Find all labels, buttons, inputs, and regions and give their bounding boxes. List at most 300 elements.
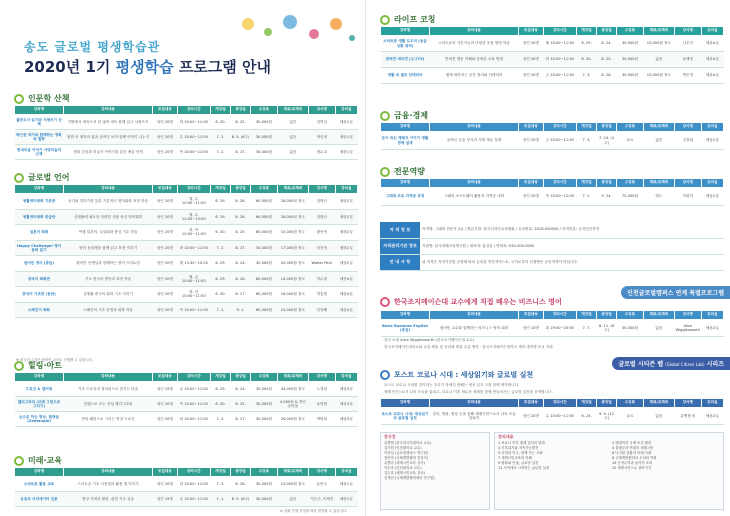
table-cell: 가방에서 애독도서 한 권씩 애독 함께 읽고 서평쓰기 (64, 115, 153, 130)
course-name-cell: 중국어 회화반 (15, 271, 64, 287)
table-cell: 월, 수 10:00~11:50 (177, 194, 210, 210)
table-cell: 20,000원 정도 (277, 256, 308, 272)
course-name-cell: 박근완 작가와 함께하는 영화 속 철학 (15, 130, 64, 145)
table-cell: 윤영범 (308, 397, 335, 412)
table-row (381, 52, 724, 68)
column-header: 강좌명 (381, 179, 430, 188)
lecture-item: 8 국제개발협력과 우리의 역할 (612, 455, 657, 460)
table-cell: 7. 3. (210, 477, 230, 492)
table-cell: 8. 27. (231, 240, 251, 256)
table-cell: 8. 24. (231, 382, 251, 397)
table-row (15, 194, 358, 210)
speakers-panel (380, 432, 490, 510)
column-header: 강좌명 (381, 27, 430, 36)
title-prefix: 2020년 1기 (24, 58, 116, 76)
license-label: 자격관리기관 정보 (380, 238, 420, 254)
table-cell: 노경희 (308, 382, 335, 397)
table-cell: 반려견 행동 이해와 올바른 교육 방법 (430, 52, 519, 68)
table-cell: 60,000원 (251, 287, 278, 303)
table-cell: 15,000원 정도 (277, 225, 308, 241)
table-cell: 30,000원 (251, 477, 278, 492)
table-cell: 강연실 (308, 115, 335, 130)
table-cell: 6. 30. (210, 225, 230, 241)
lecture-item: 10 공정무역과 윤리적 소비 (612, 460, 653, 465)
table-cell: 성인 20명 (519, 68, 544, 84)
table-cell: 15,000원 정도 (277, 477, 308, 492)
table-cell: 8. 27. (231, 145, 251, 160)
table-row (15, 209, 358, 225)
table-cell: 성인 20명 (153, 240, 178, 256)
special-section-2-title: 포스트 코로나 시대 : 세상읽기와 글로벌 실천 (394, 371, 534, 379)
column-header: 강좌명 (15, 106, 64, 115)
speaker-item: 신재천 (국제개발협력센터 연구원) (384, 475, 435, 480)
column-header: 종강일 (597, 179, 617, 188)
column-header: 강의실 (701, 27, 723, 36)
program-table (380, 122, 724, 150)
table-cell: 16,000원 정도 (277, 287, 308, 303)
global-citizen-lab-ribbon (612, 357, 730, 370)
table-cell: 서진영 (308, 240, 335, 256)
table-cell: 배움4실 (701, 68, 723, 84)
table-cell: 배움2실 (701, 408, 723, 425)
table-cell: 그래픽 소프트웨어 활용과 자격증 대비 (430, 188, 519, 206)
section-bullet-icon (14, 361, 24, 371)
table-cell: 유연주 (308, 477, 335, 492)
table-cell: 9. 1. (231, 302, 251, 318)
table-row (15, 477, 358, 492)
column-header: 강사명 (674, 399, 701, 408)
table-cell: 여행 일본어, 일상회화 중심 기초 학습 (64, 225, 153, 241)
course-name-cell: 캘리그라피 (미래 그림으로 그리기) (15, 397, 64, 412)
table-cell: 화 10:00~11:50 (177, 115, 210, 130)
column-header: 강의시간 (543, 399, 576, 408)
table-cell: 10,000원 정도 (643, 36, 674, 52)
table-cell: 화 19:00~20:50 (543, 320, 576, 337)
table-cell: 화 10:00~11:50 (177, 412, 210, 427)
table-cell: 6. 30. (576, 52, 596, 68)
lecture-item: 6 디지털 전환과 미래 사회 (612, 450, 652, 455)
table-cell: 금 10:00~11:50 (543, 68, 576, 84)
section-heading (380, 14, 435, 25)
column-header: 강사명 (674, 123, 701, 132)
lectures-list (495, 441, 723, 471)
column-header: 강의실 (335, 468, 357, 477)
column-header: 개강일 (210, 106, 230, 115)
brochure-header (8, 10, 358, 75)
table-cell: 30,000원 (251, 382, 278, 397)
table-cell: 월 10:00~11:50 (543, 36, 576, 52)
column-header: 강사명 (308, 373, 335, 382)
table-cell: 성인 20명 (153, 130, 178, 145)
table-cell: 30,000원 (617, 36, 644, 52)
table-cell: 배움2실 (335, 240, 357, 256)
table-cell: 화, 목 10:00~11:50 (177, 225, 210, 241)
table-cell: 배움2실 (335, 256, 357, 272)
table-cell: 목 10:00~12:00 (543, 188, 576, 206)
column-header: 강의시간 (543, 311, 576, 320)
table-cell: 월, 수 10:00~11:50 (177, 271, 210, 287)
lecture-item: 5 난민과 이주, 함께 사는 사회 (498, 450, 543, 455)
table-cell: Walter Park (308, 256, 335, 272)
column-header: 강좌명 (15, 373, 64, 382)
license-info-table (380, 222, 724, 271)
table-row (15, 225, 358, 241)
section-heading (380, 166, 425, 177)
table-cell: 없음 (643, 320, 674, 337)
table-cell: 60,000원 (251, 194, 278, 210)
column-header: 강의실 (335, 373, 357, 382)
table-row (381, 320, 724, 337)
column-header: 강좌내용 (64, 468, 153, 477)
column-header: 종강일 (231, 106, 251, 115)
ribbon-tail: 시리즈 (706, 361, 724, 368)
table-cell: Alice Wigglesworth (674, 320, 701, 337)
column-header: 강사명 (308, 468, 335, 477)
column-header: 강의시간 (177, 373, 210, 382)
language-note: ※ 외국어 수업은 원어민 교사로 진행될 수 있습니다. (16, 358, 93, 362)
table-row (381, 36, 724, 52)
decorative-dots-icon (228, 10, 358, 50)
table-cell: 신현해 (308, 302, 335, 318)
column-header: 수강료 (617, 179, 644, 188)
table-row (381, 188, 724, 206)
column-header: 강의실 (335, 106, 357, 115)
section-title: 글로벌 언어 (28, 173, 70, 182)
column-header: 강의실 (701, 123, 723, 132)
table-cell: 배움4실 (701, 52, 723, 68)
table-cell: 목 10:00~11:50 (177, 397, 210, 412)
column-header: 수강료 (617, 399, 644, 408)
special-section-1-heading (380, 297, 562, 307)
column-header: 강의시간 (177, 468, 210, 477)
column-header: 종강일 (597, 123, 617, 132)
column-header: 모집대상 (519, 179, 544, 188)
table-cell: 없음 (643, 408, 674, 425)
section-heading (14, 455, 62, 466)
table-cell: 없음 (643, 52, 674, 68)
table-cell: 배움2실 (701, 320, 723, 337)
license-label: 안 내 사 항 (380, 254, 420, 270)
table-cell: 6. 30. (210, 115, 230, 130)
table-cell: 김정원 (674, 132, 701, 150)
table-cell: 유엔젠 외 (674, 408, 701, 425)
table-row (15, 240, 358, 256)
table-cell: 배움2실 (335, 194, 357, 210)
table-cell: 배움1실 (335, 145, 357, 160)
column-header: 종강일 (231, 468, 251, 477)
table-cell: 60,000원 (251, 209, 278, 225)
table-cell: 배움3실 (335, 397, 357, 412)
section-title: 인문학 산책 (28, 94, 70, 103)
table-cell: 스마트폰의 기본기능과 다양한 응용 방법 학습 (430, 36, 519, 52)
column-header: 개강일 (576, 399, 596, 408)
program-table (14, 184, 358, 318)
column-header: 모집대상 (153, 373, 178, 382)
column-header: 강의실 (701, 399, 723, 408)
table-cell: 성인 20명 (519, 36, 544, 52)
column-header: 강좌내용 (430, 123, 519, 132)
table-cell: 성인 20명 (153, 287, 178, 303)
table-cell: 수 10:00~11:50 (543, 408, 576, 425)
table-cell: 60,000원 (251, 225, 278, 241)
table-cell: 배움3실 (335, 382, 357, 397)
table-cell: 성인 20명 (153, 256, 178, 272)
table-row (15, 256, 358, 272)
table-row (381, 132, 724, 150)
table-cell: 박인정 (308, 130, 335, 145)
table-cell: 실생활 중국어 회화 기초 익히기 (64, 287, 153, 303)
table-cell: 30,000원 (251, 412, 278, 427)
course-name-cell: 중국어 기초반 (동반) (15, 287, 64, 303)
table-header-row (15, 185, 358, 194)
speakers-title: 강사진 (384, 434, 396, 439)
column-header: 종강일 (597, 27, 617, 36)
table-cell: 성인 20명 (153, 225, 178, 241)
column-header: 종강일 (231, 185, 251, 194)
column-header: 강의실 (701, 311, 723, 320)
column-header: 강의실 (335, 185, 357, 194)
table-cell: 26,000원 정도 (277, 412, 308, 427)
table-cell: 배움3실 (335, 412, 357, 427)
table-header-row (15, 373, 358, 382)
table-cell: 배움1실 (335, 130, 357, 145)
table-cell: 30,000원 (251, 240, 278, 256)
table-cell: 배움2실 (701, 188, 723, 206)
table-cell: 7. 2. (210, 302, 230, 318)
table-cell: 없음 (277, 145, 308, 160)
lecture-item: 2 팬데믹과 국제 보건 협력 (612, 441, 652, 445)
table-cell: 강명선 (308, 209, 335, 225)
table-cell: 기초 드로잉과 컬러링으로 즐기는 미술 (64, 382, 153, 397)
table-cell: 6. 30. (210, 287, 230, 303)
section-bullet-icon (380, 370, 390, 380)
table-cell: 8. 24. (231, 256, 251, 272)
section-bullet-icon (380, 15, 390, 25)
course-name-cell: 일본어 회화 (15, 225, 64, 241)
table-cell: 수 10:00~11:50 (177, 382, 210, 397)
lecture-item: 4 불평등과 연대의 세계시민 (612, 445, 654, 450)
table-cell: 8. 25. (231, 397, 251, 412)
license-row (380, 222, 724, 238)
table-cell: 9. 24. (597, 188, 617, 206)
table-cell: 6. 29. (210, 209, 230, 225)
table-cell: 8. 25. (231, 115, 251, 130)
column-header: 강좌내용 (430, 179, 519, 188)
table-cell: 금 10:00~11:50 (543, 132, 576, 150)
ribbon-title: 글로벌 시티즌 랩 (618, 361, 664, 368)
column-header: 수강료 (617, 27, 644, 36)
table-row (15, 271, 358, 287)
section-bullet-icon (380, 111, 390, 121)
column-header: 수강료 (617, 311, 644, 320)
speaker-item: 정은아 (국제개발협력 전문가) (384, 455, 429, 460)
license-text: 위 자격은 자격기본법 규정에 따라 등록한 민간자격으로, 국가로부터 인정받은 공인자격이 아닙니다. (420, 254, 724, 270)
table-cell: 30,000원 (251, 492, 278, 507)
table-cell: 8. 26. (231, 194, 251, 210)
course-name-cell: 스마트폰 생활 도우미 (응급상황 대처) (381, 36, 430, 52)
column-header: 개강일 (576, 179, 596, 188)
lectures-title: 강의내용 (498, 434, 514, 439)
table-cell: 없음 (277, 115, 308, 130)
column-header: 강좌내용 (430, 27, 519, 36)
table-cell: 없음 (643, 132, 674, 150)
table-row (15, 115, 358, 130)
lectures-panel (494, 432, 724, 510)
table-cell: 스마트폰 기초 사용법과 활용 앱 익히기 (64, 477, 153, 492)
ribbon-subtitle: (Global Citizen Lab) (665, 362, 705, 367)
table-cell: 무료 (617, 408, 644, 425)
table-row (15, 412, 358, 427)
table-cell: 성인 20명 (153, 302, 178, 318)
program-table (14, 105, 358, 160)
section-title: 금융·경제 (394, 111, 428, 120)
table-row (15, 287, 358, 303)
column-header: 모집대상 (153, 468, 178, 477)
table-cell: 성인 20명 (153, 271, 178, 287)
table-cell: 성인 20명 (153, 477, 178, 492)
course-name-cell: Happy Challenge! 영어 동화 읽기 (15, 240, 64, 256)
table-header-row (381, 27, 724, 36)
course-name-cell: 손으로 하는 명상, 젠탱글 (Zentangle) (15, 412, 64, 427)
table-cell: 이은주, 이세진 (308, 492, 335, 507)
table-cell: 8. 25. (597, 52, 617, 68)
table-cell: 무료 (617, 132, 644, 150)
table-cell: 성인 20명 (519, 188, 544, 206)
table-row (15, 382, 358, 397)
table-cell: 14,000원 정도 (277, 271, 308, 287)
speaker-item: 이강일 (글로벌캠퍼스 연구원) (384, 450, 429, 455)
lecture-item: 3 기후위기와 지속가능발전 (498, 445, 539, 450)
table-cell: 화 10:00~11:50 (543, 52, 576, 68)
table-cell: 성인 20명 (153, 115, 178, 130)
table-cell: 성인 20명 (153, 397, 178, 412)
column-header: 수강료 (251, 106, 278, 115)
table-cell: 나우진 (674, 36, 701, 52)
column-header: 재료/교재비 (277, 185, 308, 194)
special-program-ribbon: 인천글로벌캠퍼스 연계 특별프로그램 (621, 286, 730, 299)
table-cell: 7. 24. (4주) (597, 132, 617, 150)
table-cell: 목 10:00~11:50 (177, 145, 210, 160)
lecture-item: 9 평화와 인권, 글로벌 실천 (498, 460, 539, 465)
table-cell: 강명선 (308, 194, 335, 210)
table-cell: 없음 (277, 130, 308, 145)
table-cell: 황선영 (308, 225, 335, 241)
column-header: 강좌내용 (430, 311, 519, 320)
table-cell: 이희민 (674, 188, 701, 206)
column-header: 재료/교재비 (643, 27, 674, 36)
table-cell: 8. 28. (597, 68, 617, 84)
table-cell: 배움2실 (335, 209, 357, 225)
table-cell: 18,000원 정도 (277, 194, 308, 210)
table-cell: 원어민 교수와 함께하는 비즈니스 영어 회화 (430, 320, 519, 337)
table-header-row (381, 179, 724, 188)
table-cell: 70,000원 (617, 188, 644, 206)
table-cell: 성인 20명 (153, 412, 178, 427)
column-header: 강좌내용 (430, 399, 519, 408)
special-section-1-title: 한국조지메이슨대 교수에게 직접 배우는 비즈니스 영어 (394, 298, 562, 306)
column-header: 재료/교재비 (643, 123, 674, 132)
speakers-list (381, 441, 489, 481)
course-name-cell: 드로잉 & 컬러링 (15, 382, 64, 397)
table-cell: 올바른 금융 상식과 가계 재무 설계 (430, 132, 519, 150)
table-cell: 반복 패턴으로 그리는 명상 드로잉 (64, 412, 153, 427)
column-header: 강좌명 (381, 123, 430, 132)
table-cell: 10,000원 정도 (643, 68, 674, 84)
column-header: 모집대상 (519, 27, 544, 36)
table-cell: 성인 20명 (519, 52, 544, 68)
course-name-cell: 반려견 에티켓 (도그TV) (381, 52, 430, 68)
course-name-cell: 스페인어 회화 (15, 302, 64, 318)
table-row (15, 145, 358, 160)
title-suffix: 프로그램 안내 (173, 58, 271, 76)
table-cell: 월, 수 12:00~13:50 (177, 209, 210, 225)
speaker-item: 유엔나 (세계시민교육 강사) (384, 460, 425, 465)
table-cell: 30,000원 (617, 52, 644, 68)
table-cell: 배움4실 (335, 287, 357, 303)
column-header: 재료/교재비 (643, 179, 674, 188)
column-header: 강의시간 (543, 123, 576, 132)
column-header: 모집대상 (519, 399, 544, 408)
table-header-row (381, 311, 724, 320)
table-cell: 화, 목 10:00~11:50 (177, 287, 210, 303)
column-header: 강사명 (674, 27, 701, 36)
table-header-row (15, 106, 358, 115)
section-bullet-icon (380, 167, 390, 177)
table-cell: 7. 1. (210, 130, 230, 145)
table-cell: 없음 (277, 492, 308, 507)
table-cell: 성인 20명 (153, 194, 178, 210)
table-cell: 30,000원 (251, 130, 278, 145)
column-header: 개강일 (576, 123, 596, 132)
table-row (15, 302, 358, 318)
column-header: 강의실 (701, 179, 723, 188)
section-2-intro-2: 세계시민으로서 나의 모습을 살피고, 코로나 이후 새로운 세계를 함께 만들어가는 글로벌 실천을 모색합니다. (384, 390, 553, 394)
table-cell: 배움1실 (335, 492, 357, 507)
column-header: 강사명 (674, 311, 701, 320)
table-cell: 영어 동화책을 함께 읽고 표현 익히기 (64, 240, 153, 256)
table-row (15, 397, 358, 412)
column-header: 수강료 (251, 185, 278, 194)
section-heading (380, 110, 428, 121)
table-row (381, 68, 724, 84)
column-header: 수강료 (251, 468, 278, 477)
table-cell: 성인 15명 (153, 492, 178, 507)
program-table (380, 26, 724, 84)
program-table (380, 178, 724, 206)
column-header: 강의시간 (177, 106, 210, 115)
column-header: 모집대상 (519, 311, 544, 320)
column-header: 재료/교재비 (277, 373, 308, 382)
course-name-cell: 포스트 코로나 시대: 세상읽기와 글로벌 실천 (381, 408, 430, 425)
right-page (365, 0, 730, 516)
license-text: 기관명: 한국미래교육연구원 / 대표자: 홍길동 / 연락처: 032-000-0000 (420, 238, 724, 254)
table-cell: 쉽게 따라하는 공간 정리와 인테리어 (430, 68, 519, 84)
column-header: 수강료 (251, 373, 278, 382)
course-name-cell: Basic Business English (중급) (381, 320, 430, 337)
column-header: 강사명 (308, 185, 335, 194)
table-cell: 화 10:00~11:50 (177, 477, 210, 492)
table-cell: 성인 20명 (519, 132, 544, 150)
section-heading (14, 93, 69, 104)
table-cell: 정수교 (308, 145, 335, 160)
table-cell: 박은정 (674, 68, 701, 84)
column-header: 강좌내용 (64, 185, 153, 194)
table-cell: 윤혜영 (674, 52, 701, 68)
course-name-cell: 유튜브 크리에이터 입문 (15, 492, 64, 507)
footer-note: ※ 강좌 진행 사정에 따라 변경될 수 있습니다. (280, 509, 348, 513)
column-header: 모집대상 (153, 185, 178, 194)
section-bullet-icon (14, 456, 24, 466)
